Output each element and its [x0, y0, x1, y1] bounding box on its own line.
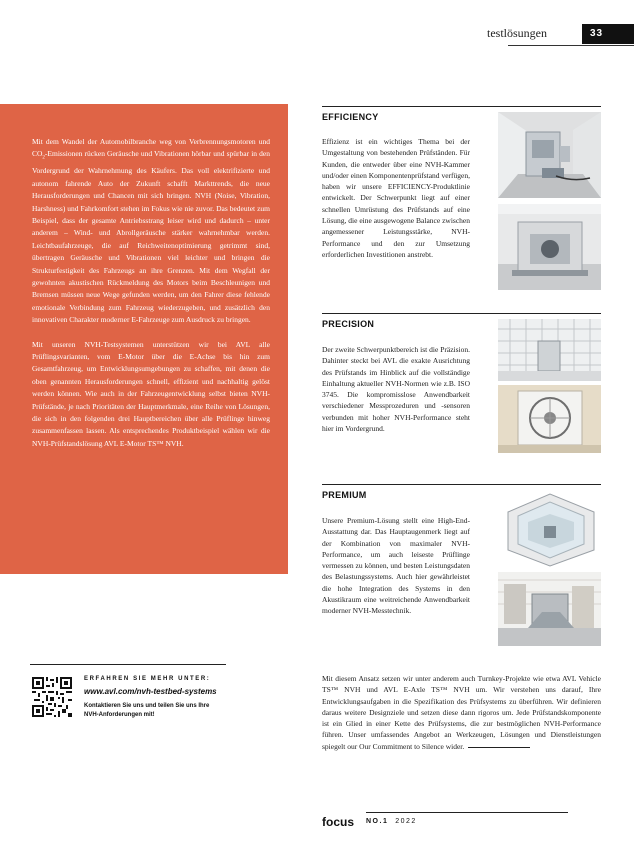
- precision-photo-2: [498, 385, 601, 453]
- section-text: Der zweite Schwerpunktbereich ist die Präzision. Dahinter steckt bei AVL die exakte Ausrichtung des Prüfstands im Hinblick auf die vollständige Einhaltung aktueller NVH-Normen wie z.B. ISO 3745. Die kompromisslose Anwendbarkeit verschiedener Messprozeduren und -sensoren verbunden mit hoher NVH-Performance steht hier im Vordergrund.: [322, 345, 470, 434]
- section-heading: PRECISION: [322, 319, 375, 329]
- intro-paragraph-1: Mit dem Wandel der Automobilbranche weg von Verbrennungsmotoren und $CO_2$-Emissionen rücken Geräusche und Vibrationen hörbar und spürbar in den Vordergrund der Wahrnehmung des Käufers. Das voll elektrifizierte und autonom fahrende Auto der Zukunft schafft Markttrends, die neue Herausforderungen und Chancen mit sich bringen. NVH (Noise, Vibration, Harshness) und Fahrkomfort stehen im Fokus wie nie zuvor. Das bedeutet zum Beispiel, dass der gesamte Antriebsstrang leiser wird und dadurch – unter anderem – Wind- und Abrollgeräusche stärker wahrnehmbar werden. Leichtbaufahrzeuge, die auf Reichweitenoptimierung getrimmt sind, übertragen Geräusche und Vibrationen viel leichter und bringen die Strukturfestigkeit des Fahrzeugs an ihre Grenzen. Mit dem Wegfall der gewohnten akustischen Rückmeldung des Motors beim Beschleunigen und Bremsen müssen neue Wege gefunden werden, um den Fahrer diese fehlende emotionale Verbindung zum Fahrzeug wiederzugeben, und zusätzlich den innovativen Charakter moderner E-Fahrzeuge zum Ausdruck zu bringen.: [32, 137, 270, 325]
- issue-info: NO.1 2022: [366, 818, 417, 825]
- efficiency-photo-2: [498, 204, 601, 290]
- header-rule: [508, 45, 634, 46]
- end-mark: [468, 747, 530, 748]
- more-info-link[interactable]: www.avl.com/nvh-testbed-systems: [84, 687, 217, 696]
- page-number: 33: [582, 24, 634, 44]
- premium-photo-1: [498, 490, 601, 568]
- section-rule: [322, 313, 601, 314]
- magazine-logo: focus: [322, 815, 355, 829]
- section-rule: [322, 484, 601, 485]
- section-text: Effizienz ist ein wichtiges Thema bei der Umgestaltung von bestehenden Prüfständen. Für Kunden, die entweder über eine NVH-Kammer und/oder einen Komponentenprüfstand verfügen, haben wir unsere EFFICIENCY-Produktlinie entwickelt. Der Schwerpunkt liegt auf einer schnellen Umrüstung des Prüfstands auf eine Lösung, die eine ausgewogene Balance zwischen angemessener Leistungsstärke, NVH-Performance und den zur Umsetzung erforderlichen Investitionen anstrebt.: [322, 137, 470, 259]
- intro-paragraph-2: Mit unseren NVH-Testsystemen unterstützen wir bei AVL alle Prüflingsvarianten, vom E-Motor über die E-Achse bis hin zum Gesamtfahrzeug, um Entwicklungsumgebungen zu schaffen, mit denen die oben genannten Herausforderungen schnell, effizient und nachhaltig gelöst werden können. Wie auch in der Fahrzeugentwicklung selbst bieten NVH-Prüfstände, je nach Prioritäten der Hauptmerkmale, eine Reihe von Lösungen, die sich in den folgenden drei Hauptbereichen über alle Prüflinge hinweg zusammenfassen lassen. Als entsprechendes Produktbeispiel wählen wir die NVH-Prüfstandslösung AVL E-Motor TS™ NVH.: [32, 339, 270, 448]
- section-heading: EFFICIENCY: [322, 112, 379, 122]
- footer-rule: [366, 812, 568, 813]
- section-rule: [322, 106, 601, 107]
- section-text: Unsere Premium-Lösung stellt eine High-End-Ausstattung dar. Das Hauptaugenmerk liegt auf der Kombination von maximaler NVH-Performance, um auch leiseste Prüflinge vermessen zu können, und besten Leistungsdaten des Belastungssystems. Auch hier gewährleistet die hohe Integration des Systems in den Akustikraum eine weitreichende Anwendbarkeit moderner NVH-Messtechnik.: [322, 516, 470, 616]
- efficiency-photo-1: [498, 112, 601, 198]
- precision-photo-1: [498, 319, 601, 381]
- closing-paragraph: Mit diesem Ansatz setzen wir unter anderem auch Turnkey-Projekte wie etwa AVL Vehicle TS™ NVH und AVL E-Axle TS™ NVH um. Wir verstehen uns darauf, Ihre Entwicklungsaufgaben in die Spezifikation des Prüfsystems zu überführen. Wir definieren daraus weitere Designziele und setzen diese dann rigoros um. Jede Prüfstandskomponente ist ein Glied in einer Kette des Prüfsystems, die zur bestmöglichen NVH-Performance führen. Unser umfassendes Angebot an Werkzeugen, Lösungen und Dienstleistungen spiegelt our Our Commitment to Silence wider.: [322, 674, 601, 751]
- qr-code[interactable]: [32, 677, 72, 717]
- section-heading: PREMIUM: [322, 490, 367, 500]
- intro-box: [0, 104, 288, 574]
- section-title: testlösungen: [487, 26, 547, 40]
- premium-photo-2: [498, 572, 601, 646]
- more-info-label: ERFAHREN SIE MEHR UNTER:: [84, 676, 211, 682]
- more-info-note: Kontaktieren Sie uns und teilen Sie uns Ihre NVH-Anforderungen mit!: [84, 703, 210, 718]
- more-info-rule: [30, 664, 226, 665]
